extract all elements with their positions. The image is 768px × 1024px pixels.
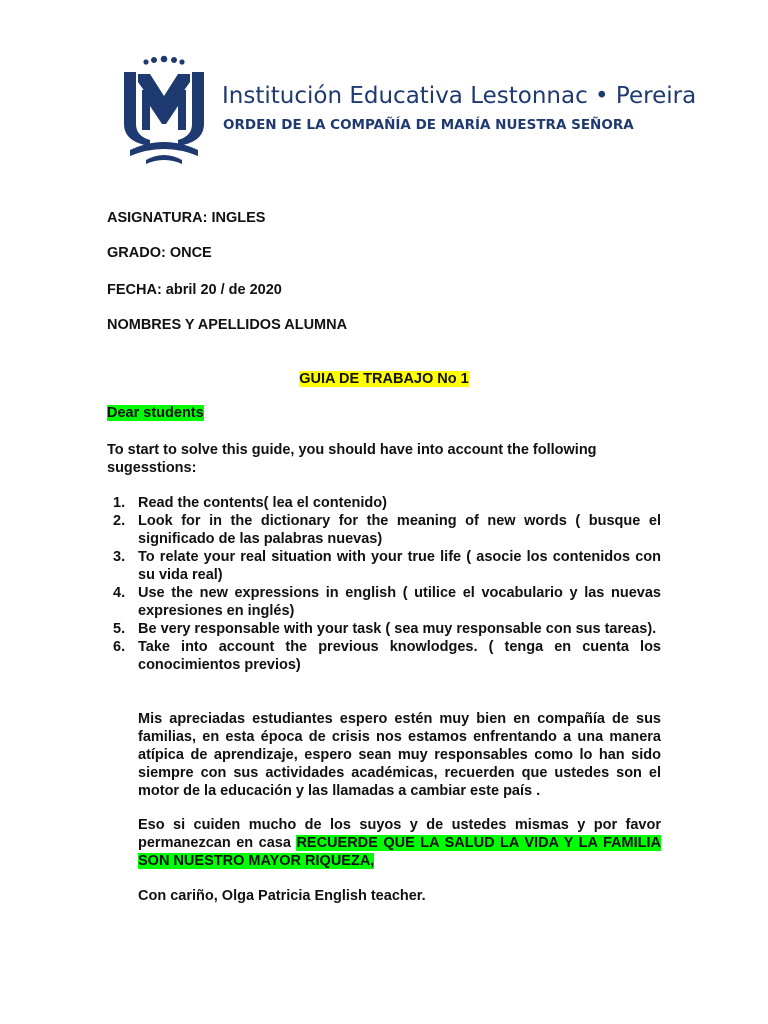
list-item bbox=[107, 638, 661, 674]
suggestions-list bbox=[107, 494, 661, 674]
institution-order: ORDEN DE LA COMPAÑÍA DE MARÍA NUESTRA SEÑORA bbox=[223, 117, 634, 133]
list-item bbox=[107, 494, 661, 512]
list-item-number: 5. bbox=[113, 621, 126, 637]
list-item-text: Read the contents( lea el contenido) bbox=[138, 495, 387, 511]
reminder-highlight: RECUERDE QUE LA SALUD LA VIDA Y LA FAMILIA SON NUESTRO MAYOR RIQUEZA, bbox=[138, 835, 661, 869]
lestonnac-crest-logo bbox=[116, 54, 212, 166]
guide-title bbox=[0, 371, 768, 387]
greeting bbox=[107, 405, 204, 421]
list-item-number: 4. bbox=[113, 585, 126, 601]
student-name-field: NOMBRES Y APELLIDOS ALUMNA bbox=[107, 317, 348, 333]
reminder-text: Eso si cuiden mucho de los suyos y de ustedes mismas y por favor permanezcan en casa bbox=[138, 817, 661, 851]
list-item bbox=[107, 512, 661, 548]
subject-field: ASIGNATURA: INGLES bbox=[107, 210, 266, 226]
list-item-text: Use the new expressions in english ( utilice el vocabulario y las nuevas expresiones en inglés) bbox=[138, 585, 661, 619]
list-item bbox=[107, 620, 661, 638]
list-item-number: 1. bbox=[113, 495, 126, 511]
list-item-text: Take into account the previous knowlodges. ( tenga en cuenta los conocimientos previos) bbox=[138, 639, 661, 673]
grade-field: GRADO: ONCE bbox=[107, 245, 212, 261]
greeting-text: Dear students bbox=[107, 405, 204, 421]
list-item-text: Be very responsable with your task ( sea muy responsable con sus tareas). bbox=[138, 621, 657, 637]
guide-title-text: GUIA DE TRABAJO No 1 bbox=[299, 371, 469, 387]
list-item bbox=[107, 584, 661, 620]
list-item-number: 3. bbox=[113, 549, 126, 565]
list-item-number: 2. bbox=[113, 513, 126, 529]
date-field: FECHA: abril 20 / de 2020 bbox=[107, 282, 282, 298]
list-item-text: To relate your real situation with your true life ( asocie los contenidos con su vida real) bbox=[138, 549, 661, 583]
intro-paragraph: To start to solve this guide, you should have into account the following sugesstions: bbox=[107, 442, 597, 476]
list-item bbox=[107, 548, 661, 584]
list-item-text: Look for in the dictionary for the meaning of new words ( busque el significado de las palabras nuevas) bbox=[138, 513, 661, 547]
signature: Con cariño, Olga Patricia English teacher. bbox=[138, 888, 426, 904]
institution-name: Institución Educativa Lestonnac • Pereira bbox=[222, 83, 697, 109]
reminder-paragraph bbox=[138, 816, 661, 870]
list-item-number: 6. bbox=[113, 639, 126, 655]
message-paragraph: Mis apreciadas estudiantes espero estén muy bien en compañía de sus familias, en esta época de crisis nos estamos enfrentando a una manera atípica de aprendizaje, espero sean muy responsables como lo han sido siempre con sus actividades académicas, recuerden que ustedes son el motor de la educación y las llamadas a cambiar este país . bbox=[138, 711, 661, 799]
